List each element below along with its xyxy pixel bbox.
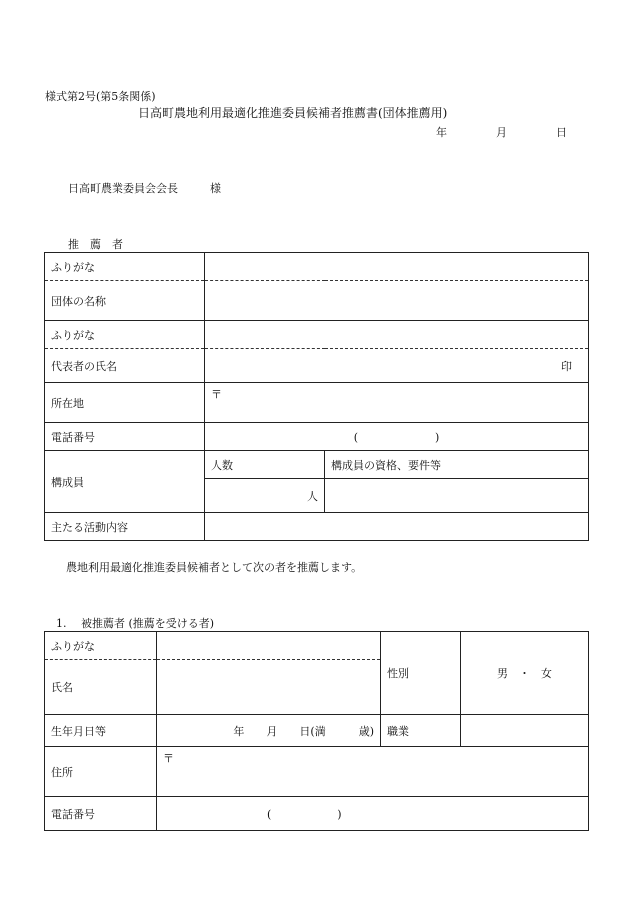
recommender-furigana-label: ふりがな [45, 253, 205, 281]
members-label: 構成員 [45, 451, 205, 513]
nominee-phone-label: 電話番号 [45, 797, 157, 831]
phone-paren: ( ) [353, 430, 440, 444]
nominee-address-field[interactable] [157, 747, 589, 797]
addressee-honorific: 様 [210, 182, 221, 195]
birth-template: 年 月 日(満 歳) [233, 724, 374, 738]
org-name-label: 団体の名称 [45, 281, 205, 321]
nominee-phone-field[interactable] [157, 797, 589, 831]
activity-field[interactable] [205, 513, 589, 541]
date-month: 月 [496, 126, 507, 139]
gender-options: 男 ・ 女 [497, 667, 552, 680]
person-unit: 人 [307, 489, 318, 503]
address-label: 所在地 [45, 383, 205, 423]
date-year: 年 [436, 126, 447, 139]
nominee-postal-mark: 〒 [163, 752, 174, 765]
gender-field[interactable] [461, 632, 589, 715]
addressee-name: 日高町農業委員会会長 [68, 182, 178, 195]
address-field[interactable] [205, 383, 589, 423]
nominee-furigana-field[interactable] [157, 632, 381, 660]
recommender-table [44, 252, 589, 541]
recommender-furigana-field[interactable] [205, 253, 589, 281]
rep-name-field[interactable] [205, 349, 589, 383]
phone-field[interactable] [205, 423, 589, 451]
rep-name-label: 代表者の氏名 [45, 349, 205, 383]
document-title: 日高町農地利用最適化推進委員候補者推薦書(団体推薦用) [138, 106, 448, 120]
nominee-name-label: 氏名 [45, 660, 157, 715]
birth-label: 生年月日等 [45, 715, 157, 747]
member-count-label: 人数 [205, 451, 325, 479]
nominee-furigana-label: ふりがな [45, 632, 157, 660]
rep-furigana-field[interactable] [205, 321, 589, 349]
recommendation-statement: 農地利用最適化推進委員候補者として次の者を推薦します。 [66, 561, 363, 574]
nominee-table [44, 631, 589, 831]
member-count-field[interactable] [205, 479, 325, 513]
occupation-field[interactable] [461, 715, 589, 747]
member-qual-field[interactable] [325, 479, 589, 513]
date-day: 日 [556, 126, 567, 139]
occupation-label: 職業 [381, 715, 461, 747]
gender-label: 性別 [381, 632, 461, 715]
nominee-phone-paren: ( ) [267, 807, 342, 821]
nominee-section-label: 1. 被推薦者 (推薦を受ける者) [56, 617, 215, 630]
org-name-field[interactable] [205, 281, 589, 321]
phone-label: 電話番号 [45, 423, 205, 451]
nominee-address-label: 住所 [45, 747, 157, 797]
postal-mark: 〒 [211, 388, 222, 401]
activity-label: 主たる活動内容 [45, 513, 205, 541]
nominee-name-field[interactable] [157, 660, 381, 715]
form-number: 様式第2号(第5条関係) [45, 90, 156, 103]
rep-furigana-label: ふりがな [45, 321, 205, 349]
member-qual-label: 構成員の資格、要件等 [325, 451, 589, 479]
birth-field[interactable] [157, 715, 381, 747]
recommender-section-label: 推 薦 者 [68, 238, 123, 251]
seal-mark: 印 [561, 359, 572, 373]
